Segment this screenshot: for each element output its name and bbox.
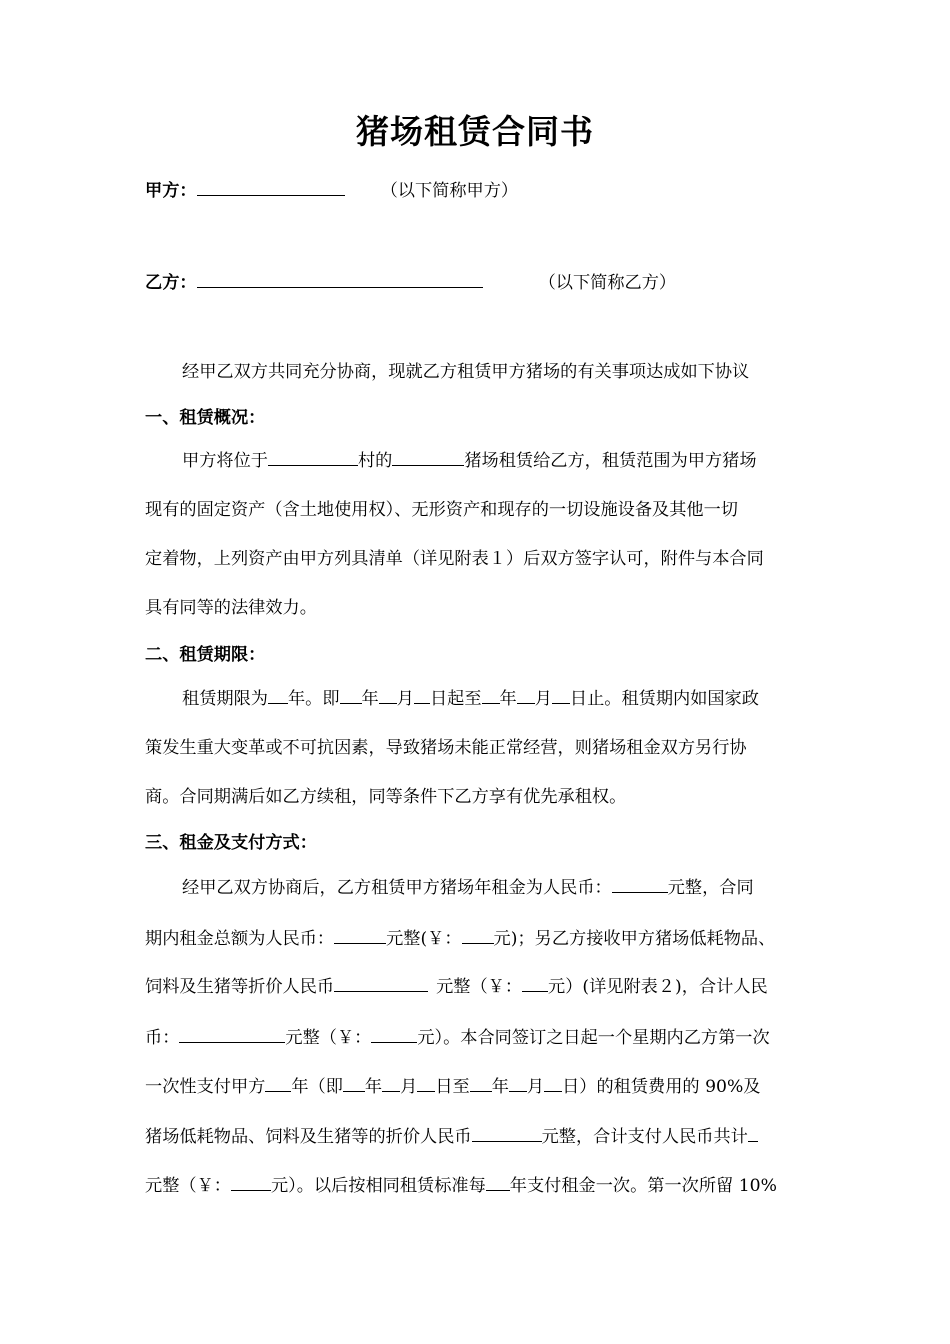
start-day-blank[interactable] bbox=[414, 686, 430, 704]
supplies-value-blank[interactable] bbox=[334, 974, 428, 992]
section-3-heading: 三、租金及支付方式： bbox=[145, 833, 317, 853]
end-year-blank[interactable] bbox=[482, 686, 500, 704]
party-a-line bbox=[145, 178, 810, 203]
first-pay-start-day-blank[interactable] bbox=[417, 1074, 435, 1092]
grand-total-num-blank[interactable] bbox=[371, 1025, 417, 1043]
section-2-line-3: 商。合同期满后如乙方续租，同等条件下乙方享有优先承租权。 bbox=[145, 787, 627, 807]
party-b-note: （以下简称乙方） bbox=[538, 273, 677, 293]
section-2-line-2: 策发生重大变革或不可抗因素，导致猪场未能正常经营，则猪场租金双方另行协 bbox=[145, 738, 747, 758]
end-day-blank[interactable] bbox=[552, 686, 570, 704]
start-month-blank[interactable] bbox=[379, 686, 397, 704]
first-pay-end-month-blank[interactable] bbox=[509, 1074, 527, 1092]
section-3-line-5: 一次性支付甲方 年（即 年 月 日至 年 月 日）的租赁费用的 90%及 bbox=[145, 1074, 810, 1099]
first-pay-start-month-blank[interactable] bbox=[382, 1074, 400, 1092]
section-1-heading: 一、租赁概况： bbox=[145, 408, 266, 428]
party-a-blank[interactable] bbox=[197, 178, 345, 196]
first-pay-years-blank[interactable] bbox=[265, 1074, 291, 1092]
section-3-line-4: 币： 元整（￥： 元）。本合同签订之日起一个星期内乙方第一次 bbox=[145, 1025, 810, 1050]
section-1-line-3: 定着物，上列资产由甲方列具清单（详见附表１）后双方签字认可，附件与本合同 bbox=[145, 549, 764, 569]
party-b-blank[interactable] bbox=[197, 270, 483, 288]
section-3-line-2: 期内租金总额为人民币： 元整(￥： 元)；另乙方接收甲方猪场低耗物品、 bbox=[145, 926, 810, 951]
section-1-line-4: 具有同等的法律效力。 bbox=[145, 598, 317, 618]
total-rent-num-blank[interactable] bbox=[462, 926, 494, 944]
section-1-line-1: 甲方将位于 村的 猪场租赁给乙方，租赁范围为甲方猪场 bbox=[145, 448, 847, 473]
grand-total-blank[interactable] bbox=[179, 1025, 285, 1043]
first-pay-start-year-blank[interactable] bbox=[343, 1074, 365, 1092]
page-title: 猪场租赁合同书 bbox=[356, 112, 594, 151]
village-blank[interactable] bbox=[268, 448, 358, 466]
total-rent-blank[interactable] bbox=[334, 926, 386, 944]
party-b-label: 乙方： bbox=[145, 273, 197, 293]
end-month-blank[interactable] bbox=[517, 686, 535, 704]
first-pay-total-num-blank[interactable] bbox=[231, 1173, 271, 1191]
section-2-line-1: 租赁期限为 年。即 年 月 日起至 年 月 日止。租赁期内如国家政 bbox=[145, 686, 847, 711]
party-a-note: （以下简称甲方） bbox=[380, 181, 519, 201]
section-2-heading: 二、租赁期限： bbox=[145, 645, 266, 665]
start-year-blank[interactable] bbox=[340, 686, 362, 704]
party-a-label: 甲方： bbox=[145, 181, 197, 201]
party-b-line bbox=[145, 270, 810, 295]
intro-paragraph: 经甲乙双方共同充分协商，现就乙方租赁甲方猪场的有关事项达成如下协议 bbox=[182, 362, 750, 382]
first-pay-total-blank[interactable] bbox=[748, 1124, 758, 1142]
section-3-line-3: 饲料及生猪等折价人民币 元整（￥： 元）(详见附表２)，合计人民 bbox=[145, 974, 810, 999]
first-pay-end-year-blank[interactable] bbox=[470, 1074, 492, 1092]
supplies-value-num-blank[interactable] bbox=[522, 974, 548, 992]
annual-rent-blank[interactable] bbox=[612, 875, 668, 893]
farm-name-blank[interactable] bbox=[392, 448, 464, 466]
section-3-line-1: 经甲乙双方协商后，乙方租赁甲方猪场年租金为人民币： 元整，合同 bbox=[145, 875, 847, 900]
term-years-blank[interactable] bbox=[268, 686, 288, 704]
section-3-line-7: 元整（￥： 元）。以后按相同租赁标准每 年支付租金一次。第一次所留 10% bbox=[145, 1173, 810, 1198]
pay-interval-blank[interactable] bbox=[486, 1173, 510, 1191]
first-pay-end-day-blank[interactable] bbox=[544, 1074, 562, 1092]
section-1-line-2: 现有的固定资产（含土地使用权）、无形资产和现存的一切设施设备及其他一切 bbox=[145, 500, 738, 520]
first-pay-supplies-blank[interactable] bbox=[472, 1124, 542, 1142]
section-3-line-6: 猪场低耗物品、饲料及生猪等的折价人民币 元整，合计支付人民币共计 bbox=[145, 1124, 810, 1149]
